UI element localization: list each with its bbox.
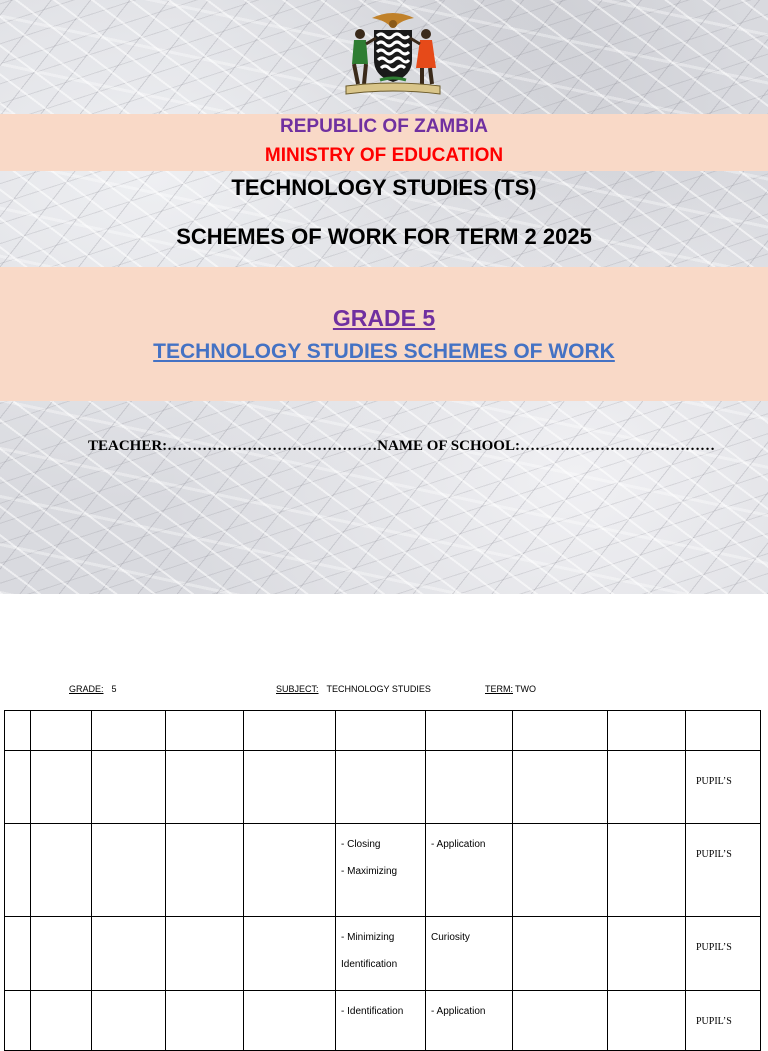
skill-text: - Closing bbox=[341, 839, 381, 850]
subject-title: TECHNOLOGY STUDIES (TS) bbox=[231, 175, 537, 200]
pupil-text: PUPIL’S bbox=[696, 1016, 732, 1027]
subject-label: SUBJECT: bbox=[276, 684, 319, 694]
grade-value: 5 bbox=[111, 684, 117, 694]
table-row bbox=[5, 917, 761, 991]
table-row bbox=[5, 824, 761, 917]
title-band-grade bbox=[0, 267, 768, 401]
ministry-heading: MINISTRY OF EDUCATION bbox=[264, 145, 504, 166]
grade-title: GRADE 5 bbox=[332, 305, 436, 331]
term-value: TWO bbox=[515, 684, 536, 694]
table-row bbox=[5, 991, 761, 1051]
grade-label: GRADE: bbox=[69, 684, 104, 694]
value-text: - Application bbox=[431, 839, 486, 850]
zambia-coat-of-arms-icon bbox=[330, 8, 456, 98]
pupil-text: PUPIL’S bbox=[696, 942, 732, 953]
term-label: TERM: bbox=[485, 684, 513, 694]
skill-text: Identification bbox=[341, 959, 398, 970]
republic-heading: REPUBLIC OF ZAMBIA bbox=[280, 116, 488, 137]
table-row bbox=[5, 711, 761, 751]
pupil-text: PUPIL’S bbox=[696, 849, 732, 860]
pupil-text: PUPIL’S bbox=[696, 776, 732, 787]
teacher-school-line: TEACHER:……………………………………NAME OF SCHOOL:………………………………… bbox=[88, 438, 715, 454]
skill-text: - Identification bbox=[341, 1006, 404, 1017]
scheme-table bbox=[4, 710, 761, 1051]
schemes-title: SCHEMES OF WORK FOR TERM 2 2025 bbox=[176, 224, 592, 249]
scheme-subtitle: TECHNOLOGY STUDIES SCHEMES OF WORK bbox=[153, 340, 615, 363]
grade-meta bbox=[69, 684, 117, 694]
value-text: - Application bbox=[431, 1006, 486, 1017]
subject-value: TECHNOLOGY STUDIES bbox=[326, 684, 431, 694]
term-meta bbox=[485, 684, 536, 694]
subject-meta bbox=[276, 684, 431, 694]
table-row bbox=[5, 751, 761, 824]
skill-text: - Minimizing bbox=[341, 932, 395, 943]
skill-text: - Maximizing bbox=[341, 866, 398, 877]
value-text: Curiosity bbox=[431, 932, 470, 943]
